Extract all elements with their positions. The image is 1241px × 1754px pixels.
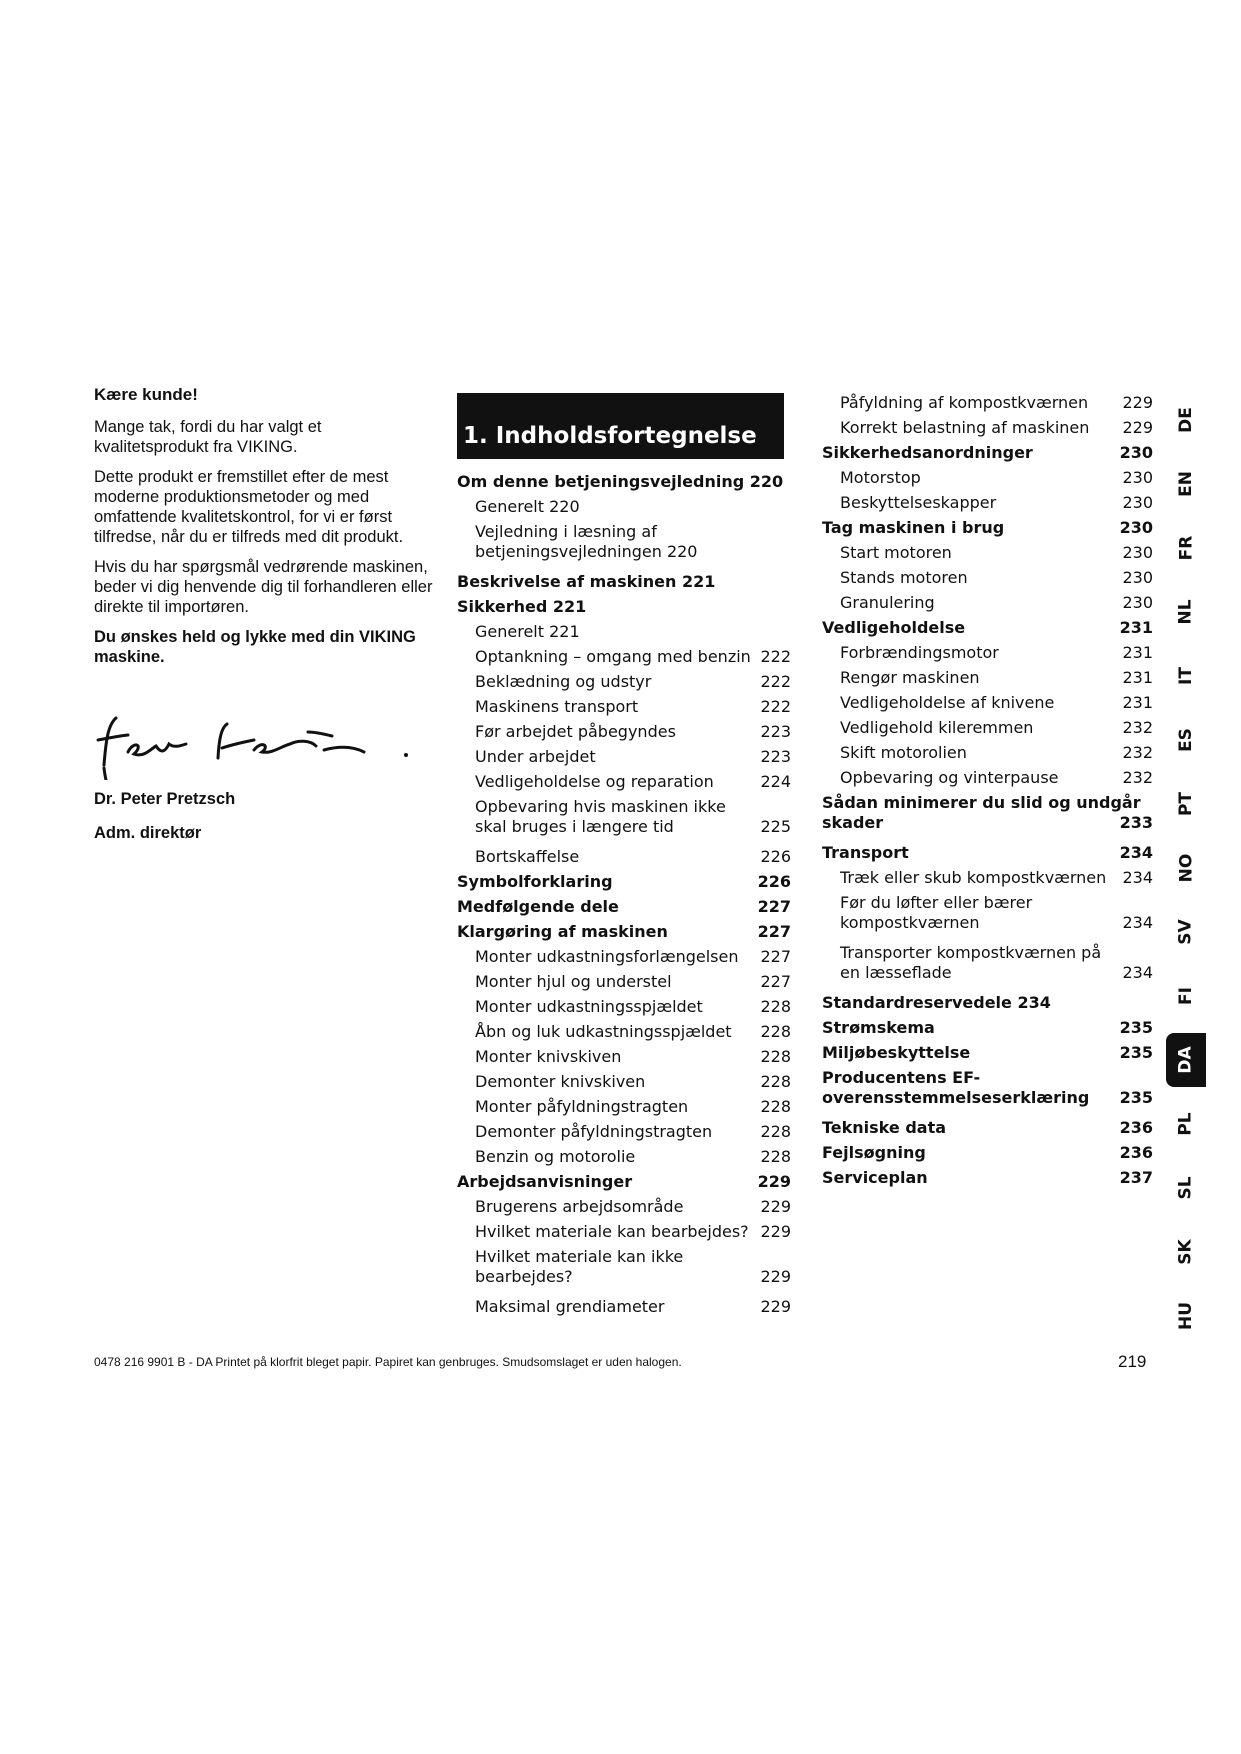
toc-entry-page: 235 [1119,1043,1153,1062]
toc-entry [457,872,791,892]
toc-entry [457,1097,791,1117]
toc-entry-title: Sikkerhed 221 [457,597,587,616]
toc-entry-title: Åbn og luk udkastningsspjældet [475,1022,732,1041]
toc-entry-title: Maskinens transport [475,697,639,716]
toc-entry-page: 232 [1122,718,1153,737]
toc-entry [822,718,1153,738]
toc-entry-title: Vedligeholdelse og reparation [475,772,714,791]
toc-entry-page: 236 [1119,1143,1153,1162]
language-tab-label: PL [1175,1112,1196,1136]
toc-entry-page: 229 [760,1222,791,1241]
toc-entry-title: Medfølgende dele [457,897,619,916]
toc-entry [457,1172,791,1192]
toc-entry [457,522,791,562]
toc-entry-page: 228 [760,1047,791,1066]
language-tab-label: ES [1175,728,1196,752]
toc-entry [822,568,1153,588]
language-tab-fr [1166,521,1206,575]
language-tab-fi [1166,969,1206,1023]
language-tab-label: IT [1175,667,1196,685]
toc-entry-title: Generelt 220 [475,497,580,516]
language-tab-pl [1166,1097,1206,1151]
toc-entry [457,1122,791,1142]
toc-entry-title: Før du løfter eller bærer kompostkværnen [840,893,1033,932]
footer-text: 0478 216 9901 B - DA Printet på klorfrit bleget papir. Papiret kan genbruges. Smudsomslaget er uden halogen. [94,1355,682,1369]
toc-entry-page: 230 [1122,593,1153,612]
toc-entry-title: Miljøbeskyttelse [822,1043,971,1062]
toc-entry [457,1297,791,1317]
toc-entry-title: Hvilket materiale kan bearbejdes? [475,1222,749,1241]
toc-entry-page: 231 [1122,643,1153,662]
toc-entry-title: Rengør maskinen [840,668,980,687]
toc-entry-page: 237 [1119,1168,1153,1187]
toc-entry-title: Beklædning og udstyr [475,672,652,691]
language-tab-nl [1166,585,1206,639]
toc-entry-page: 234 [1122,913,1153,932]
toc-entry-page: 229 [760,1297,791,1316]
toc-entry-title: Tag maskinen i brug [822,518,1005,537]
toc-entry-page: 230 [1119,443,1153,462]
toc-entry-title: Skift motorolien [840,743,967,762]
language-tab-label: SK [1175,1239,1196,1265]
toc-entry-page: 228 [760,1147,791,1166]
toc-entry [457,847,791,867]
toc-entry-title: Monter knivskiven [475,1047,622,1066]
toc-entry [457,897,791,917]
toc-entry-title: Monter udkastningsforlængelsen [475,947,739,966]
toc-entry-title: Granulering [840,593,935,612]
letter-paragraph-2: Dette produkt er fremstillet efter de mest moderne produktionsmetoder og med omfattende kvalitetskontrol, for vi er først tilfredse, når du er tilfreds med dit produkt. [94,468,404,546]
toc-entry-page: 226 [757,872,791,891]
toc-entry [822,493,1153,513]
toc-entry [457,772,791,792]
toc-entry-page: 227 [757,897,791,916]
toc-entry [822,768,1153,788]
toc-entry-page: 231 [1122,668,1153,687]
letter-paragraph-1: Mange tak, fordi du har valgt et kvalitetsprodukt fra VIKING. [94,418,322,456]
language-tab-sk [1166,1225,1206,1279]
language-tab-pt [1166,777,1206,831]
letter-greeting: Kære kunde! [94,385,198,404]
toc-entry-title: Træk eller skub kompostkværnen [840,868,1107,887]
language-tab-de [1166,393,1206,447]
toc-entry [822,418,1153,438]
toc-entry [822,793,1153,833]
page-number: 219 [1118,1352,1147,1371]
toc-entry-title: Sådan minimerer du slid og undgår skader [822,793,1141,832]
toc-entry-title: Generelt 221 [475,622,580,641]
toc-entry-page: 228 [760,1122,791,1141]
toc-entry [457,1247,791,1287]
letter [94,385,434,677]
toc-entry-title: Korrekt belastning af maskinen [840,418,1090,437]
toc-entry-title: Strømskema [822,1018,935,1037]
language-tab-label: PT [1176,791,1196,817]
toc-entry-title: Vedligeholdelse [822,618,966,637]
toc-entry-page: 230 [1122,493,1153,512]
toc-entry-page: 233 [1119,813,1153,832]
toc-entry [457,722,791,742]
toc-entry [822,618,1153,638]
language-tab-label: NO [1176,853,1196,883]
toc-entry-title: Under arbejdet [475,747,596,766]
toc-entry-title: Demonter påfyldningstragten [475,1122,713,1141]
language-tab-label: HU [1175,1301,1196,1331]
toc-entry [457,1197,791,1217]
toc-entry [457,922,791,942]
toc-entry-page: 232 [1122,743,1153,762]
toc-entry [457,472,791,492]
toc-entry-page: 227 [760,947,791,966]
toc-entry-page: 230 [1122,468,1153,487]
toc-entry [457,622,791,642]
toc-entry [822,443,1153,463]
toc-entry [822,1043,1153,1063]
language-tab-label: NL [1176,599,1196,625]
toc-entry [822,468,1153,488]
signer-name: Dr. Peter Pretzsch [94,790,236,808]
toc-entry-page: 222 [760,647,791,666]
language-tab-label: FR [1175,535,1196,561]
toc-entry-page: 236 [1119,1118,1153,1137]
toc-entry [457,997,791,1017]
toc-entry-title: Vejledning i læsning af betjeningsvejledningen 220 [475,522,698,561]
toc-entry-page: 222 [760,697,791,716]
toc-entry [822,943,1153,983]
language-tab-label: DE [1175,407,1196,433]
toc-entry-title: Transporter kompostkværnen på en læsseflade [840,943,1102,982]
toc-entry-title: Standardreservedele 234 [822,993,1051,1012]
toc-entry-title: Serviceplan [822,1168,928,1187]
toc-entry-title: Tekniske data [822,1118,947,1137]
toc-entry [822,1143,1153,1163]
toc-entry-title: Beskrivelse af maskinen 221 [457,572,716,591]
toc-entry [822,843,1153,863]
toc-entry [822,993,1153,1013]
language-tab-sl [1166,1161,1206,1215]
language-tab-label: EN [1176,471,1196,497]
toc-entry-page: 229 [1122,393,1153,412]
toc-entry-title: Fejlsøgning [822,1143,926,1162]
toc-entry-page: 235 [1119,1088,1153,1107]
language-tab-label: DA [1176,1046,1196,1074]
toc-entry-title: Monter hjul og understel [475,972,672,991]
toc-entry-title: Motorstop [840,468,921,487]
language-tab-en [1166,457,1206,511]
toc-entry [457,497,791,517]
toc-entry-page: 228 [760,997,791,1016]
toc-entry-title: Benzin og motorolie [475,1147,636,1166]
toc-entry-page: 227 [757,922,791,941]
toc-entry [457,597,791,617]
language-tab-no [1166,841,1206,895]
toc-entry-page: 229 [760,1197,791,1216]
toc-entry [457,572,791,592]
toc-entry-title: Påfyldning af kompostkværnen [840,393,1089,412]
toc-entry-page: 234 [1119,843,1153,862]
language-tab-label: FI [1175,987,1196,1005]
toc-entry [822,543,1153,563]
language-tab-label: SL [1175,1176,1196,1200]
toc-entry-title: Opbevaring og vinterpause [840,768,1059,787]
toc-entry-page: 232 [1122,768,1153,787]
toc-entry-title: Sikkerhedsanordninger [822,443,1033,462]
toc-entry-page: 234 [1122,868,1153,887]
toc-entry-title: Hvilket materiale kan ikke bearbejdes? [475,1247,684,1286]
toc-heading-box [457,393,784,459]
toc-entry-page: 230 [1122,568,1153,587]
toc-entry [457,1072,791,1092]
toc-entry-title: Vedligeholdelse af knivene [840,693,1055,712]
toc-entry [457,947,791,967]
toc-entry-page: 224 [760,772,791,791]
toc-entry-title: Om denne betjeningsvejledning 220 [457,472,784,491]
toc-entry-page: 230 [1122,543,1153,562]
toc-entry-title: Monter påfyldningstragten [475,1097,689,1116]
toc-entry [822,743,1153,763]
toc-entry-title: Bortskaffelse [475,847,580,866]
toc-entry [457,647,791,667]
toc-entry [822,643,1153,663]
toc-entry-page: 231 [1122,693,1153,712]
toc-entry-page: 229 [1122,418,1153,437]
toc-entry-title: Monter udkastningsspjældet [475,997,703,1016]
toc-entry [822,868,1153,888]
signature [94,710,424,780]
toc-entry-page: 234 [1122,963,1153,982]
toc-entry [822,1168,1153,1188]
toc-entry [822,593,1153,613]
toc-entry [822,1118,1153,1138]
toc-entry-title: Beskyttelseskapper [840,493,997,512]
language-tab-it [1166,649,1206,703]
toc-entry-title: Maksimal grendiameter [475,1297,665,1316]
toc-entry [457,1047,791,1067]
toc-entry-page: 229 [760,1267,791,1286]
language-tab-label: SV [1176,919,1196,945]
toc-entry-page: 230 [1119,518,1153,537]
toc-entry-page: 228 [760,1072,791,1091]
toc-entry [822,393,1153,413]
toc-entry [822,518,1153,538]
letter-closing: Du ønskes held og lykke med din VIKING maskine. [94,628,416,666]
toc-entry [822,693,1153,713]
language-tab-es [1166,713,1206,767]
toc-entry-page: 228 [760,1097,791,1116]
toc-entry-page: 222 [760,672,791,691]
toc-entry-title: Demonter knivskiven [475,1072,646,1091]
toc-entry [822,1068,1153,1108]
toc-entry-title: Klargøring af maskinen [457,922,668,941]
toc-entry-page: 226 [760,847,791,866]
toc-entry [457,1022,791,1042]
language-tab-sv [1166,905,1206,959]
toc-entry-title: Arbejdsanvisninger [457,1172,633,1191]
toc-entry-title: Brugerens arbejdsområde [475,1197,684,1216]
toc-entry [457,697,791,717]
toc-entry-page: 223 [760,722,791,741]
toc-entry-title: Transport [822,843,909,862]
toc-entry-title: Producentens EF-overensstemmelseserklæring [822,1068,1090,1107]
toc-entry-title: Forbrændingsmotor [840,643,999,662]
toc-entry-title: Vedligehold kileremmen [840,718,1034,737]
toc-entry [457,797,791,837]
toc-entry [457,1147,791,1167]
signer-title: Adm. direktør [94,824,202,842]
toc-entry-title: Før arbejdet påbegyndes [475,722,676,741]
toc-entry-title: Start motoren [840,543,952,562]
toc-entry-page: 235 [1119,1018,1153,1037]
toc-entry-page: 223 [760,747,791,766]
toc-entry-title: Opbevaring hvis maskinen ikke skal bruges i længere tid [475,797,726,836]
toc-entry-page: 225 [760,817,791,836]
toc-entry-page: 228 [760,1022,791,1041]
toc-entry [457,972,791,992]
toc-entry [822,668,1153,688]
toc-entry [822,1018,1153,1038]
toc-entry-title: Optankning – omgang med benzin [475,647,751,666]
toc-entry [457,672,791,692]
toc-entry-title: Stands motoren [840,568,968,587]
toc-entry [457,1222,791,1242]
toc-entry [457,747,791,767]
toc-entry [822,893,1153,933]
toc-heading: 1. Indholdsfortegnelse [463,423,757,449]
language-tab-hu [1166,1289,1206,1343]
language-tab-da [1166,1033,1206,1087]
toc-entry-page: 229 [757,1172,791,1191]
toc-entry-title: Symbolforklaring [457,872,613,891]
toc-entry-page: 227 [760,972,791,991]
letter-paragraph-3: Hvis du har spørgsmål vedrørende maskinen, beder vi dig henvende dig til forhandleren eller direkte til importøren. [94,558,433,616]
toc-entry-page: 231 [1119,618,1153,637]
